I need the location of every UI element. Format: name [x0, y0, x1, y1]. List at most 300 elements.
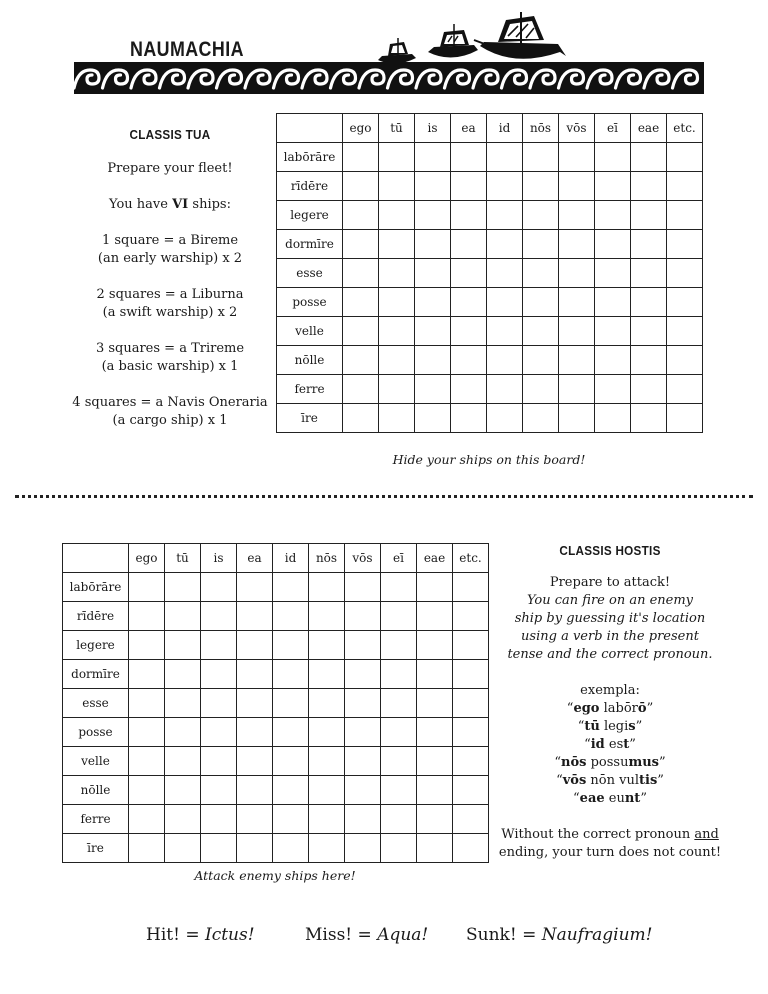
enemy-intro: Prepare to attack! — [549, 575, 671, 590]
row-header: ferre — [63, 805, 129, 834]
enemy-board-cell[interactable] — [417, 573, 453, 602]
example-line: “tū legis” — [577, 719, 643, 734]
enemy-board-cell[interactable] — [309, 718, 345, 747]
row-header: velle — [277, 317, 343, 346]
own-board-cell[interactable] — [631, 259, 667, 288]
own-board-cell[interactable] — [451, 201, 487, 230]
enemy-board-cell[interactable] — [345, 718, 381, 747]
column-header: is — [201, 544, 237, 573]
own-board-cell[interactable] — [631, 346, 667, 375]
own-board-cell[interactable] — [667, 288, 703, 317]
legend-sunk: Sunk! = Naufragium! — [466, 925, 653, 945]
enemy-board-cell[interactable] — [381, 573, 417, 602]
own-board-cell[interactable] — [631, 201, 667, 230]
enemy-board-cell[interactable] — [165, 834, 201, 863]
enemy-board-cell[interactable] — [453, 747, 489, 776]
row-header: nōlle — [63, 776, 129, 805]
rule-text: Without the correct pronoun and ending, your turn does not count! — [498, 827, 722, 860]
example-line: “vōs nōn vultis” — [556, 773, 664, 788]
column-header: etc. — [667, 114, 703, 143]
own-board-cell[interactable] — [595, 143, 631, 172]
enemy-board-cell[interactable] — [129, 718, 165, 747]
example-line: “eae eunt” — [573, 791, 647, 806]
enemy-board-cell[interactable] — [201, 573, 237, 602]
own-board-cell[interactable] — [667, 404, 703, 433]
examples-label: exempla: — [580, 683, 640, 698]
ships-count: VI — [172, 197, 189, 212]
enemy-board-cell[interactable] — [453, 602, 489, 631]
own-board-cell[interactable] — [559, 172, 595, 201]
row-header: nōlle — [277, 346, 343, 375]
own-board-grid — [276, 113, 703, 433]
enemy-board-cell[interactable] — [129, 805, 165, 834]
own-board-cell[interactable] — [559, 230, 595, 259]
column-header: ego — [129, 544, 165, 573]
cut-line-divider — [15, 495, 753, 498]
column-header: vōs — [345, 544, 381, 573]
grid-row — [277, 259, 703, 288]
enemy-board-cell[interactable] — [129, 747, 165, 776]
own-board-cell[interactable] — [631, 317, 667, 346]
own-board-cell[interactable] — [523, 288, 559, 317]
own-board-cell[interactable] — [523, 404, 559, 433]
enemy-board-cell[interactable] — [453, 805, 489, 834]
enemy-board-cell[interactable] — [273, 689, 309, 718]
own-board-cell[interactable] — [343, 230, 379, 259]
ship-type-item: 2 squares = a Liburna (a swift warship) x 2 — [96, 287, 244, 320]
enemy-board-cell[interactable] — [201, 805, 237, 834]
row-header: legere — [277, 201, 343, 230]
enemy-board-cell[interactable] — [453, 776, 489, 805]
row-header: legere — [63, 631, 129, 660]
large-ship-icon — [474, 12, 566, 59]
grid-row — [277, 288, 703, 317]
own-board-cell[interactable] — [595, 317, 631, 346]
enemy-board-cell[interactable] — [345, 747, 381, 776]
own-board-cell[interactable] — [559, 201, 595, 230]
column-header: eae — [417, 544, 453, 573]
row-header: ferre — [277, 375, 343, 404]
small-ship-icon — [378, 38, 416, 64]
own-board-cell[interactable] — [631, 230, 667, 259]
enemy-board-cell[interactable] — [237, 834, 273, 863]
column-header: nōs — [523, 114, 559, 143]
own-board-cell[interactable] — [415, 259, 451, 288]
own-board-cell[interactable] — [415, 346, 451, 375]
wave-border-icon — [74, 62, 704, 94]
grid-row — [63, 747, 489, 776]
ship-type-item: 3 squares = a Trireme (a basic warship) x 1 — [95, 341, 245, 374]
own-fleet-panel — [70, 126, 270, 448]
enemy-board-cell[interactable] — [165, 660, 201, 689]
own-board-cell[interactable] — [595, 288, 631, 317]
own-board-cell[interactable] — [487, 143, 523, 172]
enemy-board-cell[interactable] — [237, 631, 273, 660]
own-board-cell[interactable] — [595, 375, 631, 404]
enemy-fleet-panel — [490, 542, 730, 862]
own-fleet-title: CLASSIS TUA — [129, 127, 211, 142]
own-board-cell[interactable] — [667, 172, 703, 201]
own-board-cell[interactable] — [487, 404, 523, 433]
column-header: ea — [237, 544, 273, 573]
grid-row — [63, 631, 489, 660]
column-header: nōs — [309, 544, 345, 573]
own-board-cell[interactable] — [559, 404, 595, 433]
grid-row — [277, 317, 703, 346]
own-board-cell[interactable] — [451, 259, 487, 288]
row-header: posse — [63, 718, 129, 747]
enemy-board-cell[interactable] — [381, 776, 417, 805]
enemy-board-cell[interactable] — [237, 689, 273, 718]
own-board-cell[interactable] — [379, 201, 415, 230]
enemy-board-cell[interactable] — [129, 573, 165, 602]
own-board-cell[interactable] — [523, 375, 559, 404]
row-header: velle — [63, 747, 129, 776]
enemy-board-cell[interactable] — [165, 747, 201, 776]
instruction-line: using a verb in the present — [521, 629, 699, 644]
enemy-board-cell[interactable] — [345, 776, 381, 805]
own-board-cell[interactable] — [523, 230, 559, 259]
own-board-cell[interactable] — [415, 172, 451, 201]
enemy-board-cell[interactable] — [381, 747, 417, 776]
own-board-cell[interactable] — [559, 143, 595, 172]
grid-row — [63, 834, 489, 863]
enemy-board-cell[interactable] — [309, 602, 345, 631]
enemy-board-cell[interactable] — [129, 834, 165, 863]
own-board-cell[interactable] — [379, 172, 415, 201]
ships-count-line: You have VI ships: — [109, 197, 231, 212]
enemy-board-cell[interactable] — [165, 573, 201, 602]
own-board-cell[interactable] — [523, 346, 559, 375]
own-board-cell[interactable] — [451, 404, 487, 433]
own-fleet-intro: Prepare your fleet! — [107, 161, 233, 176]
grid-row — [277, 143, 703, 172]
own-board-cell[interactable] — [667, 346, 703, 375]
instruction-line: You can fire on an enemy — [526, 593, 694, 608]
own-board-cell[interactable] — [487, 317, 523, 346]
grid-row — [277, 201, 703, 230]
enemy-board-cell[interactable] — [453, 660, 489, 689]
own-board-cell[interactable] — [559, 346, 595, 375]
enemy-board-cell[interactable] — [417, 689, 453, 718]
column-header: eī — [381, 544, 417, 573]
own-board-cell[interactable] — [559, 288, 595, 317]
grid-row — [63, 573, 489, 602]
own-board-cell[interactable] — [487, 230, 523, 259]
row-header: esse — [277, 259, 343, 288]
enemy-board-cell[interactable] — [237, 747, 273, 776]
ship-type-item: 4 squares = a Navis Oneraria (a cargo ship) x 1 — [72, 395, 268, 428]
own-board-cell[interactable] — [667, 143, 703, 172]
enemy-board-cell[interactable] — [165, 718, 201, 747]
own-board-cell[interactable] — [379, 375, 415, 404]
own-board-cell[interactable] — [343, 317, 379, 346]
enemy-board-cell[interactable] — [201, 631, 237, 660]
enemy-board-cell[interactable] — [201, 747, 237, 776]
own-board-cell[interactable] — [451, 288, 487, 317]
enemy-board-cell[interactable] — [381, 660, 417, 689]
own-board-cell[interactable] — [667, 201, 703, 230]
enemy-board-cell[interactable] — [309, 776, 345, 805]
enemy-board-grid — [62, 543, 489, 863]
enemy-board-cell[interactable] — [165, 602, 201, 631]
own-board-cell[interactable] — [595, 230, 631, 259]
row-header: dormīre — [63, 660, 129, 689]
enemy-board-cell[interactable] — [129, 689, 165, 718]
enemy-board-cell[interactable] — [345, 834, 381, 863]
enemy-board-cell[interactable] — [417, 805, 453, 834]
enemy-board-cell[interactable] — [237, 660, 273, 689]
enemy-board-cell[interactable] — [237, 805, 273, 834]
enemy-board-cell[interactable] — [237, 573, 273, 602]
column-header: tū — [379, 114, 415, 143]
enemy-board-cell[interactable] — [201, 834, 237, 863]
own-board-cell[interactable] — [415, 375, 451, 404]
instruction-line: tense and the correct pronoun. — [507, 647, 713, 662]
own-board-cell[interactable] — [451, 172, 487, 201]
enemy-board-cell[interactable] — [417, 660, 453, 689]
own-board-cell[interactable] — [379, 259, 415, 288]
row-header: rīdēre — [277, 172, 343, 201]
own-board-cell[interactable] — [595, 172, 631, 201]
enemy-board-cell[interactable] — [201, 660, 237, 689]
own-board-cell[interactable] — [487, 375, 523, 404]
own-board-caption: Hide your ships on this board! — [392, 452, 586, 467]
enemy-board-cell[interactable] — [129, 660, 165, 689]
enemy-board-cell[interactable] — [381, 602, 417, 631]
own-board-cell[interactable] — [415, 317, 451, 346]
column-header: ego — [343, 114, 379, 143]
row-header: rīdēre — [63, 602, 129, 631]
legend-hit: Hit! = Ictus! — [146, 925, 255, 945]
own-board-cell[interactable] — [523, 317, 559, 346]
grid-row — [63, 718, 489, 747]
row-header: esse — [63, 689, 129, 718]
grid-row — [63, 660, 489, 689]
examples-list — [490, 700, 730, 808]
header — [0, 0, 768, 100]
enemy-board-cell[interactable] — [201, 602, 237, 631]
own-board-cell[interactable] — [667, 230, 703, 259]
enemy-board-cell[interactable] — [381, 805, 417, 834]
enemy-board-cell[interactable] — [417, 834, 453, 863]
enemy-board-cell[interactable] — [273, 602, 309, 631]
column-header: vōs — [559, 114, 595, 143]
enemy-board-cell[interactable] — [417, 602, 453, 631]
grid-row — [277, 346, 703, 375]
column-header: etc. — [453, 544, 489, 573]
row-header: īre — [277, 404, 343, 433]
enemy-board-cell[interactable] — [345, 631, 381, 660]
page-title: NAUMACHIA — [130, 38, 244, 61]
grid-row — [63, 776, 489, 805]
enemy-board-cell[interactable] — [273, 631, 309, 660]
enemy-board-cell[interactable] — [237, 776, 273, 805]
enemy-board-cell[interactable] — [165, 689, 201, 718]
own-board-cell[interactable] — [523, 143, 559, 172]
enemy-board-cell[interactable] — [453, 689, 489, 718]
enemy-board-cell[interactable] — [309, 660, 345, 689]
enemy-board-cell[interactable] — [273, 747, 309, 776]
enemy-board-cell[interactable] — [345, 660, 381, 689]
legend-miss: Miss! = Aqua! — [305, 925, 429, 945]
own-board-cell[interactable] — [451, 230, 487, 259]
enemy-board-cell[interactable] — [309, 689, 345, 718]
own-board-cell[interactable] — [487, 172, 523, 201]
own-board-cell[interactable] — [379, 404, 415, 433]
own-board-cell[interactable] — [415, 201, 451, 230]
enemy-board-cell[interactable] — [453, 834, 489, 863]
row-header: labōrāre — [277, 143, 343, 172]
own-board-cell[interactable] — [667, 375, 703, 404]
enemy-board-cell[interactable] — [345, 573, 381, 602]
medium-ship-icon — [428, 24, 478, 58]
enemy-board-cell[interactable] — [237, 718, 273, 747]
own-board-cell[interactable] — [379, 317, 415, 346]
enemy-board-cell[interactable] — [273, 834, 309, 863]
row-header: labōrāre — [63, 573, 129, 602]
own-board-cell[interactable] — [379, 143, 415, 172]
own-board-cell[interactable] — [667, 259, 703, 288]
own-board-cell[interactable] — [451, 346, 487, 375]
own-board-cell[interactable] — [343, 172, 379, 201]
own-board-cell[interactable] — [559, 317, 595, 346]
row-header: īre — [63, 834, 129, 863]
own-board-cell[interactable] — [415, 288, 451, 317]
enemy-board-cell[interactable] — [309, 573, 345, 602]
grid-row — [63, 602, 489, 631]
own-board-cell[interactable] — [343, 288, 379, 317]
enemy-board-cell[interactable] — [381, 689, 417, 718]
column-header: is — [415, 114, 451, 143]
enemy-board-cell[interactable] — [273, 573, 309, 602]
own-board-cell[interactable] — [487, 259, 523, 288]
enemy-board-cell[interactable] — [309, 747, 345, 776]
enemy-board-cell[interactable] — [165, 805, 201, 834]
grid-row — [277, 172, 703, 201]
row-header: posse — [277, 288, 343, 317]
ship-type-item: 1 square = a Bireme (an early warship) x 2 — [97, 233, 243, 266]
own-board-cell[interactable] — [523, 259, 559, 288]
enemy-board-caption: Attack enemy ships here! — [194, 868, 356, 883]
own-board-cell[interactable] — [631, 172, 667, 201]
own-board-cell[interactable] — [343, 375, 379, 404]
column-header: eī — [595, 114, 631, 143]
enemy-board-cell[interactable] — [273, 776, 309, 805]
own-board-cell[interactable] — [343, 143, 379, 172]
own-board-cell[interactable] — [523, 172, 559, 201]
enemy-board-cell[interactable] — [201, 689, 237, 718]
own-board-cell[interactable] — [415, 230, 451, 259]
enemy-board-cell[interactable] — [381, 834, 417, 863]
enemy-board-cell[interactable] — [165, 776, 201, 805]
own-board-cell[interactable] — [487, 346, 523, 375]
own-board-cell[interactable] — [631, 288, 667, 317]
own-board-cell[interactable] — [667, 317, 703, 346]
grid-corner-cell — [277, 114, 343, 143]
column-header: tū — [165, 544, 201, 573]
column-header: id — [273, 544, 309, 573]
own-board-cell[interactable] — [379, 346, 415, 375]
own-board-cell[interactable] — [595, 346, 631, 375]
row-header: dormīre — [277, 230, 343, 259]
enemy-board-cell[interactable] — [129, 602, 165, 631]
example-line: “nōs possumus” — [554, 755, 666, 770]
grid-row — [63, 689, 489, 718]
own-board-cell[interactable] — [379, 230, 415, 259]
enemy-board-cell[interactable] — [417, 776, 453, 805]
enemy-board-cell[interactable] — [453, 631, 489, 660]
enemy-board-cell[interactable] — [417, 718, 453, 747]
enemy-board-cell[interactable] — [381, 631, 417, 660]
own-board-cell[interactable] — [343, 201, 379, 230]
grid-row — [277, 375, 703, 404]
own-board-cell[interactable] — [451, 143, 487, 172]
enemy-fleet-title: CLASSIS HOSTIS — [559, 543, 661, 558]
grid-row — [63, 805, 489, 834]
enemy-board-cell[interactable] — [309, 805, 345, 834]
grid-corner-cell — [63, 544, 129, 573]
example-line: “id est” — [584, 737, 636, 752]
own-board-cell[interactable] — [631, 143, 667, 172]
enemy-board-cell[interactable] — [201, 776, 237, 805]
own-board-cell[interactable] — [379, 288, 415, 317]
own-board-cell[interactable] — [631, 404, 667, 433]
own-board-cell[interactable] — [559, 375, 595, 404]
instruction-line: ship by guessing it's location — [514, 611, 706, 626]
enemy-board-cell[interactable] — [165, 631, 201, 660]
own-board-cell[interactable] — [595, 259, 631, 288]
enemy-board-cell[interactable] — [309, 631, 345, 660]
enemy-board-cell[interactable] — [309, 834, 345, 863]
column-header: ea — [451, 114, 487, 143]
own-board-cell[interactable] — [343, 404, 379, 433]
enemy-board-cell[interactable] — [381, 718, 417, 747]
own-board-cell[interactable] — [415, 404, 451, 433]
enemy-board-cell[interactable] — [129, 776, 165, 805]
enemy-board-cell[interactable] — [237, 602, 273, 631]
enemy-board-cell[interactable] — [345, 602, 381, 631]
enemy-board-cell[interactable] — [273, 718, 309, 747]
own-board-cell[interactable] — [451, 375, 487, 404]
own-board-cell[interactable] — [343, 259, 379, 288]
ship-types-list — [70, 232, 270, 430]
enemy-board-cell[interactable] — [417, 747, 453, 776]
own-board-cell[interactable] — [415, 143, 451, 172]
attack-instructions — [490, 592, 730, 664]
own-board-cell[interactable] — [487, 288, 523, 317]
enemy-board-cell[interactable] — [129, 631, 165, 660]
own-board-cell[interactable] — [631, 375, 667, 404]
enemy-board-cell[interactable] — [201, 718, 237, 747]
own-board-cell[interactable] — [451, 317, 487, 346]
own-board-cell[interactable] — [559, 259, 595, 288]
example-line: “ego labōrō” — [566, 701, 654, 716]
own-board-cell[interactable] — [487, 201, 523, 230]
enemy-board-cell[interactable] — [345, 689, 381, 718]
column-header: eae — [631, 114, 667, 143]
enemy-board-cell[interactable] — [345, 805, 381, 834]
enemy-board-cell[interactable] — [453, 718, 489, 747]
enemy-board-cell[interactable] — [273, 660, 309, 689]
own-board-cell[interactable] — [595, 201, 631, 230]
own-board-cell[interactable] — [595, 404, 631, 433]
own-board-cell[interactable] — [343, 346, 379, 375]
enemy-board-cell[interactable] — [273, 805, 309, 834]
own-board-cell[interactable] — [523, 201, 559, 230]
enemy-board-cell[interactable] — [453, 573, 489, 602]
enemy-board-cell[interactable] — [417, 631, 453, 660]
